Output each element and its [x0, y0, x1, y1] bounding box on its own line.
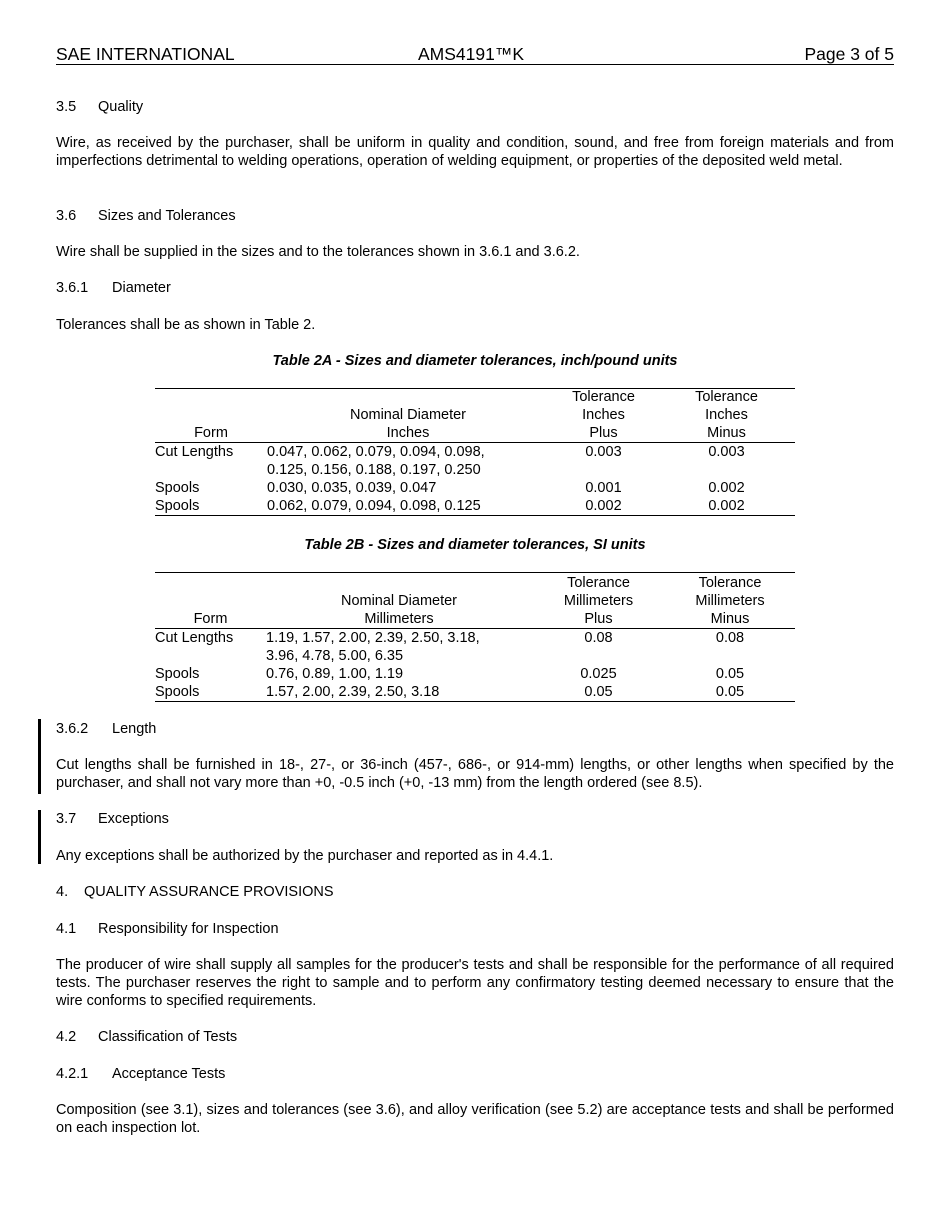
header-cell: Inches — [705, 407, 748, 423]
header-cell: Form — [155, 610, 266, 629]
section-number: 3.5 — [56, 99, 77, 115]
diameter-cell: 1.57, 2.00, 2.39, 2.50, 3.18 — [266, 683, 532, 702]
form-cell: Cut Lengths — [155, 630, 234, 646]
paragraph-3-5: Wire, as received by the purchaser, shall be uniform in quality and condition, sound, and free from foreign materials and from imperfections detrimental to welding operations, operation of welding equipment, or properties of the deposited weld metal. — [56, 135, 894, 169]
heading-3-7 — [56, 810, 169, 828]
heading-4-2 — [56, 1028, 237, 1046]
form-cell: Spools — [155, 683, 266, 702]
table-row — [155, 497, 795, 516]
table-2a — [155, 388, 795, 516]
header-cell: Millimeters — [695, 593, 765, 609]
diameter-line: 3.96, 4.78, 5.00, 6.35 — [266, 648, 404, 664]
header-cell: Tolerance — [698, 575, 762, 591]
diameter-line: 0.047, 0.062, 0.079, 0.094, 0.098, — [267, 444, 485, 460]
minus-cell: 0.003 — [708, 444, 745, 460]
diameter-cell — [266, 629, 532, 666]
header-doc-number: AMS4191™K — [418, 44, 525, 64]
header-page-number: Page 3 of 5 — [804, 44, 894, 64]
paragraph-3-6-1: Tolerances shall be as shown in Table 2. — [56, 317, 316, 333]
table-2a-top-rule — [155, 388, 795, 389]
plus-cell: 0.001 — [585, 480, 622, 496]
section-title: Sizes and Tolerances — [98, 208, 236, 224]
paragraph-3-6-2: Cut lengths shall be furnished in 18-, 27-, or 36-inch (457-, 686-, or 914-mm) lengths, or other lengths when specified by the purchaser, and shall not vary more than +0, -0.5 inch (+0, -13 mm) from the length ordered (see 8.5). — [56, 757, 894, 791]
diameter-cell: 0.76, 0.89, 1.00, 1.19 — [266, 666, 404, 682]
section-number: 3.6.1 — [56, 280, 89, 296]
plus-cell: 0.08 — [584, 630, 613, 646]
section-number: 4. — [56, 884, 69, 900]
section-title: Acceptance Tests — [112, 1066, 226, 1082]
section-number: 4.2.1 — [56, 1066, 89, 1082]
minus-cell: 0.05 — [665, 683, 795, 702]
section-number: 3.6 — [56, 208, 77, 224]
header-cell: Nominal Diameter — [340, 593, 458, 609]
table-2b — [155, 574, 795, 702]
form-cell: Cut Lengths — [155, 444, 234, 460]
header-cell: Minus — [665, 610, 795, 629]
plus-cell: 0.003 — [585, 444, 622, 460]
header-cell: Form — [155, 424, 267, 443]
diameter-cell: 0.062, 0.079, 0.094, 0.098, 0.125 — [267, 497, 549, 516]
page-header — [56, 44, 894, 65]
table-2a-caption: Table 2A - Sizes and diameter tolerances, inch/pound units — [272, 353, 678, 369]
table-2b-caption: Table 2B - Sizes and diameter tolerances, SI units — [304, 537, 646, 553]
section-title: Exceptions — [98, 811, 169, 827]
minus-cell: 0.002 — [708, 480, 745, 496]
header-cell: Plus — [532, 610, 665, 629]
table-row — [155, 665, 795, 683]
paragraph-3-6: Wire shall be supplied in the sizes and to the tolerances shown in 3.6.1 and 3.6.2. — [56, 244, 580, 260]
section-title: Quality — [98, 99, 144, 115]
diameter-line: 1.19, 1.57, 2.00, 2.39, 2.50, 3.18, — [266, 630, 480, 646]
header-cell: Tolerance — [695, 389, 758, 405]
plus-cell: 0.025 — [580, 666, 617, 682]
revision-change-bar — [38, 810, 41, 864]
header-cell: Tolerance — [567, 575, 630, 591]
section-title: Classification of Tests — [98, 1029, 238, 1045]
heading-3-6-1 — [56, 279, 171, 297]
form-cell: Spools — [155, 666, 200, 682]
form-cell: Spools — [155, 480, 200, 496]
minus-cell: 0.05 — [715, 666, 745, 682]
section-number: 3.6.2 — [56, 721, 89, 737]
header-cell: Inches — [267, 424, 549, 443]
paragraph-4-1: The producer of wire shall supply all samples for the producer's tests and shall be responsible for the performance of all required tests. The purchaser reserves the right to sample and to perform any confirmatory testing deemed necessary to ensure that the wire conforms to specified requirements. — [56, 957, 894, 1009]
form-cell: Spools — [155, 497, 267, 516]
heading-3-6 — [56, 207, 236, 225]
section-title: Length — [112, 721, 157, 737]
plus-cell: 0.05 — [532, 683, 665, 702]
diameter-line: 0.125, 0.156, 0.188, 0.197, 0.250 — [267, 462, 481, 478]
header-cell: Tolerance — [572, 389, 635, 405]
header-cell: Plus — [549, 424, 658, 443]
heading-4-1 — [56, 920, 279, 938]
paragraph-3-7: Any exceptions shall be authorized by the purchaser and reported as in 4.4.1. — [56, 848, 554, 864]
header-cell: Nominal Diameter — [349, 407, 467, 423]
revision-change-bar — [38, 719, 41, 794]
minus-cell: 0.002 — [658, 497, 795, 516]
table-2b-top-rule — [155, 572, 795, 573]
section-title: Diameter — [112, 280, 171, 296]
table-row — [155, 629, 795, 666]
heading-3-5 — [56, 98, 143, 116]
minus-cell: 0.08 — [715, 630, 745, 646]
heading-3-6-2 — [56, 720, 156, 738]
header-cell: Millimeters — [266, 610, 532, 629]
table-row — [155, 479, 795, 497]
table-row — [155, 443, 795, 480]
plus-cell: 0.002 — [549, 497, 658, 516]
section-number: 3.7 — [56, 811, 77, 827]
table-row — [155, 683, 795, 702]
diameter-cell: 0.030, 0.035, 0.039, 0.047 — [267, 480, 437, 496]
section-title: QUALITY ASSURANCE PROVISIONS — [84, 884, 334, 900]
diameter-cell — [267, 443, 549, 480]
header-cell: Inches — [582, 407, 625, 423]
section-number: 4.1 — [56, 921, 77, 937]
heading-4-2-1 — [56, 1065, 225, 1083]
heading-4 — [56, 883, 334, 901]
paragraph-4-2-1: Composition (see 3.1), sizes and tolerances (see 3.6), and alloy verification (see 5.2) are acceptance tests and shall be performed on each inspection lot. — [56, 1102, 894, 1136]
header-org: SAE INTERNATIONAL — [56, 44, 235, 64]
header-cell: Millimeters — [563, 593, 634, 609]
section-title: Responsibility for Inspection — [98, 921, 279, 937]
section-number: 4.2 — [56, 1029, 77, 1045]
header-cell: Minus — [658, 424, 795, 443]
